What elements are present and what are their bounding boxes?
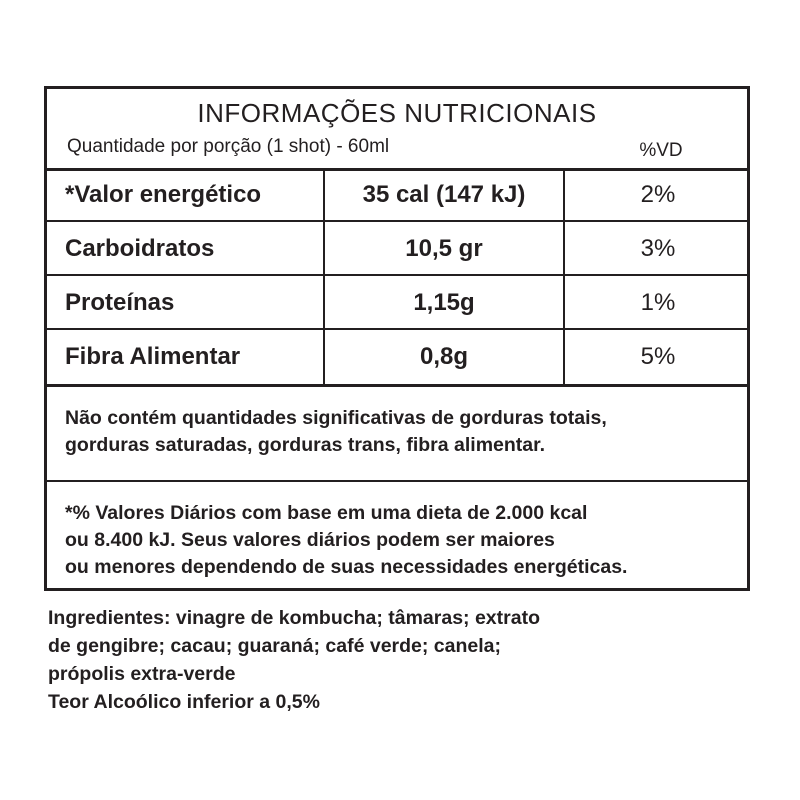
row-vd-carbs: 3% xyxy=(640,235,676,262)
table-bottom-rule xyxy=(47,384,747,387)
row-name-carbs: Carboidratos xyxy=(65,235,215,262)
panel-title: INFORMAÇÕES NUTRICIONAIS xyxy=(197,98,597,128)
row-name-fiber: Fibra Alimentar xyxy=(65,343,241,370)
ingredients-line: de gengibre; cacau; guaraná; café verde; canela; xyxy=(48,635,501,657)
note-line: ou 8.400 kJ. Seus valores diários podem ser maiores xyxy=(65,529,555,551)
ingredients-line xyxy=(48,604,768,632)
serving-size: Quantidade por porção (1 shot) - 60ml xyxy=(67,136,390,157)
row-name-energy: *Valor energético xyxy=(65,181,262,208)
row-amount-carbs: 10,5 gr xyxy=(405,235,483,262)
row-amount-protein: 1,15g xyxy=(413,289,475,316)
alcohol-content: Teor Alcoólico inferior a 0,5% xyxy=(48,691,320,713)
notes-divider xyxy=(47,480,747,482)
ingredients-block xyxy=(48,604,768,716)
ingredients-text: vinagre de kombucha; tâmaras; extrato xyxy=(170,607,540,629)
column-divider xyxy=(563,168,565,387)
daily-values-note xyxy=(65,500,745,581)
row-amount-fiber: 0,8g xyxy=(419,343,469,370)
ingredients-line: própolis extra-verde xyxy=(48,663,236,685)
ingredients-label: Ingredientes: xyxy=(48,607,171,629)
row-vd-energy: 2% xyxy=(640,181,676,208)
row-name-protein: Proteínas xyxy=(65,289,175,316)
note-line: *% Valores Diários com base em uma dieta de 2.000 kcal xyxy=(65,502,588,524)
note-line: gorduras saturadas, gorduras trans, fibra alimentar. xyxy=(65,434,546,456)
row-amount-energy: 35 cal (147 kJ) xyxy=(362,181,526,208)
row-vd-protein: 1% xyxy=(640,289,676,316)
row-vd-fiber: 5% xyxy=(640,343,676,370)
note-line: Não contém quantidades significativas de gorduras totais, xyxy=(65,407,607,429)
insignificant-amounts-note xyxy=(65,405,745,459)
vd-column-header: %VD xyxy=(639,140,683,161)
note-line: ou menores dependendo de suas necessidades energéticas. xyxy=(65,556,628,578)
nutrition-facts-panel xyxy=(44,86,750,591)
